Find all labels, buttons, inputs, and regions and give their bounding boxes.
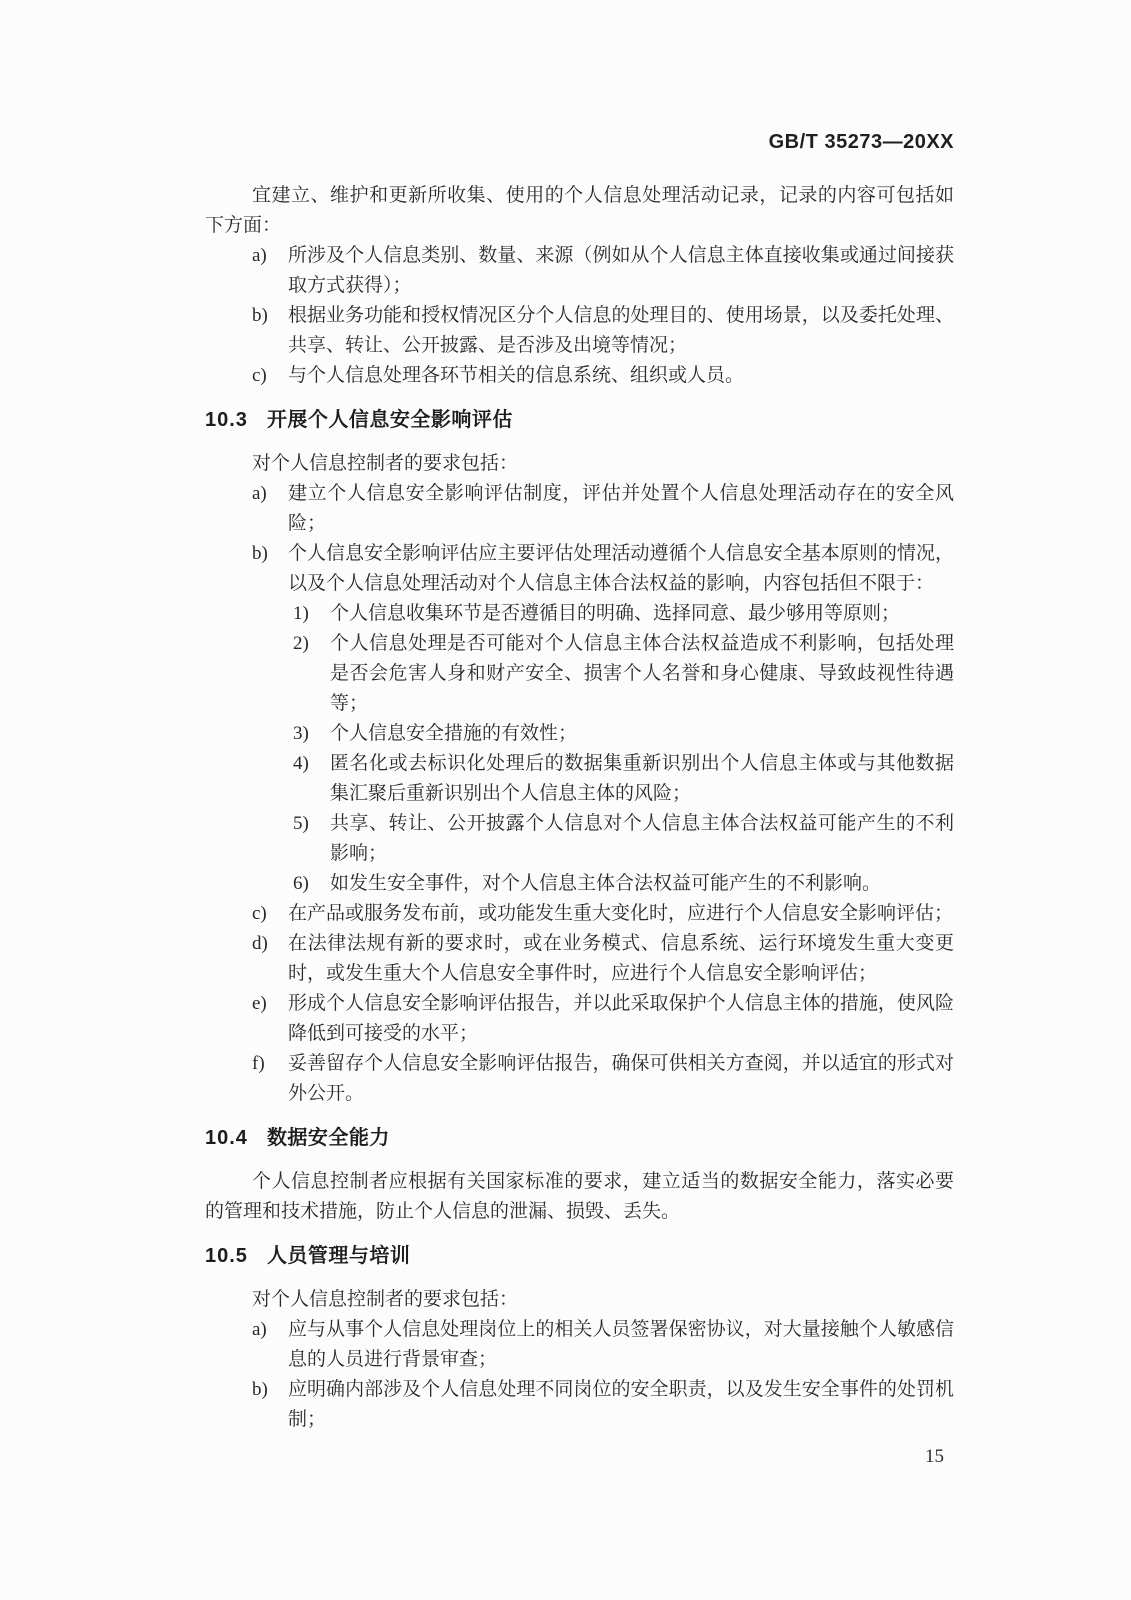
section-title: 开展个人信息安全影响评估 <box>266 409 513 431</box>
item-marker: 2) <box>293 633 309 654</box>
item-text: 个人信息安全影响评估应主要评估处理活动遵循个人信息安全基本原则的情况，以及个人信息处理活动对个人信息主体合法权益的影响，内容包括但不限于： <box>288 543 954 594</box>
item-marker: a) <box>252 483 267 504</box>
item-text: 建立个人信息安全影响评估制度，评估并处置个人信息处理活动存在的安全风险； <box>288 483 954 534</box>
item-text: 个人信息安全措施的有效性； <box>330 723 578 744</box>
section-title: 人员管理与培训 <box>266 1245 411 1267</box>
section-heading-10-4 <box>205 1123 954 1153</box>
item-text: 根据业务功能和授权情况区分个人信息的处理目的、使用场景，以及委托处理、共享、转让、公开披露、是否涉及出境等情况； <box>288 305 954 356</box>
standard-number-header: GB/T 35273—20XX <box>768 131 954 153</box>
intro-paragraph: 宜建立、维护和更新所收集、使用的个人信息处理活动记录，记录的内容可包括如下方面： <box>205 185 954 236</box>
item-text: 在法律法规有新的要求时，或在业务模式、信息系统、运行环境发生重大变更时，或发生重大个人信息安全事件时，应进行个人信息安全影响评估； <box>288 933 954 984</box>
list-item <box>205 1049 954 1109</box>
item-marker: b) <box>252 305 268 326</box>
section-number: 10.3 <box>205 409 248 431</box>
intro-list <box>205 241 954 391</box>
item-text: 与个人信息处理各环节相关的信息系统、组织或人员。 <box>288 365 745 386</box>
item-text: 在产品或服务发布前，或功能发生重大变化时，应进行个人信息安全影响评估； <box>288 903 954 924</box>
section-number: 10.4 <box>205 1127 248 1149</box>
item-marker: 3) <box>293 723 309 744</box>
list-item <box>205 899 954 929</box>
item-text: 个人信息处理是否可能对个人信息主体合法权益造成不利影响，包括处理是否会危害人身和财产安全、损害个人名誉和身心健康、导致歧视性待遇等； <box>330 633 954 714</box>
list-item <box>205 1315 954 1375</box>
item-text: 形成个人信息安全影响评估报告，并以此采取保护个人信息主体的措施，使风险降低到可接受的水平； <box>288 993 954 1044</box>
item-marker: e) <box>252 993 267 1014</box>
section-10-4-paragraph: 个人信息控制者应根据有关国家标准的要求，建立适当的数据安全能力，落实必要的管理和技术措施，防止个人信息的泄漏、损毁、丢失。 <box>205 1171 954 1222</box>
list-item <box>205 301 954 361</box>
item-marker: 4) <box>293 753 309 774</box>
list-item <box>205 1375 954 1435</box>
list-item <box>205 241 954 301</box>
list-item <box>205 989 954 1049</box>
item-marker: d) <box>252 933 268 954</box>
page-number: 15 <box>925 1446 944 1467</box>
item-marker: 6) <box>293 873 309 894</box>
section-heading-10-5 <box>205 1241 954 1271</box>
section-title: 数据安全能力 <box>266 1127 390 1149</box>
item-marker: b) <box>252 543 268 564</box>
lead-paragraph: 对个人信息控制者的要求包括： <box>252 453 519 474</box>
section-number: 10.5 <box>205 1245 248 1267</box>
section-10-3-list <box>205 479 954 1109</box>
sub-list-item <box>205 749 954 809</box>
sub-list-item <box>205 809 954 869</box>
item-marker: 1) <box>293 603 309 624</box>
item-marker: f) <box>252 1053 265 1074</box>
item-marker: c) <box>252 903 267 924</box>
item-text: 应明确内部涉及个人信息处理不同岗位的安全职责，以及发生安全事件的处罚机制； <box>288 1379 954 1430</box>
item-marker: 5) <box>293 813 309 834</box>
item-marker: a) <box>252 1319 267 1340</box>
item-text: 匿名化或去标识化处理后的数据集重新识别出个人信息主体或与其他数据集汇聚后重新识别出个人信息主体的风险； <box>330 753 954 804</box>
item-text: 妥善留存个人信息安全影响评估报告，确保可供相关方查阅，并以适宜的形式对外公开。 <box>288 1053 954 1104</box>
item-text: 应与从事个人信息处理岗位上的相关人员签署保密协议，对大量接触个人敏感信息的人员进行背景审查； <box>288 1319 954 1370</box>
sub-list-item <box>205 869 954 899</box>
item-text: 所涉及个人信息类别、数量、来源（例如从个人信息主体直接收集或通过间接获取方式获得）； <box>288 245 954 296</box>
section-10-5-list <box>205 1315 954 1435</box>
section-heading-10-3 <box>205 405 954 435</box>
sub-list-item <box>205 719 954 749</box>
lead-paragraph: 对个人信息控制者的要求包括： <box>252 1289 519 1310</box>
item-text: 个人信息收集环节是否遵循目的明确、选择同意、最少够用等原则； <box>330 603 901 624</box>
item-marker: b) <box>252 1379 268 1400</box>
item-marker: a) <box>252 245 267 266</box>
list-item <box>205 539 954 599</box>
sub-list-item <box>205 599 954 629</box>
item-text: 共享、转让、公开披露个人信息对个人信息主体合法权益可能产生的不利影响； <box>330 813 954 864</box>
list-item <box>205 929 954 989</box>
sub-list-item <box>205 629 954 719</box>
item-text: 如发生安全事件，对个人信息主体合法权益可能产生的不利影响。 <box>330 873 882 894</box>
item-marker: c) <box>252 365 267 386</box>
list-item <box>205 479 954 539</box>
list-item <box>205 361 954 391</box>
